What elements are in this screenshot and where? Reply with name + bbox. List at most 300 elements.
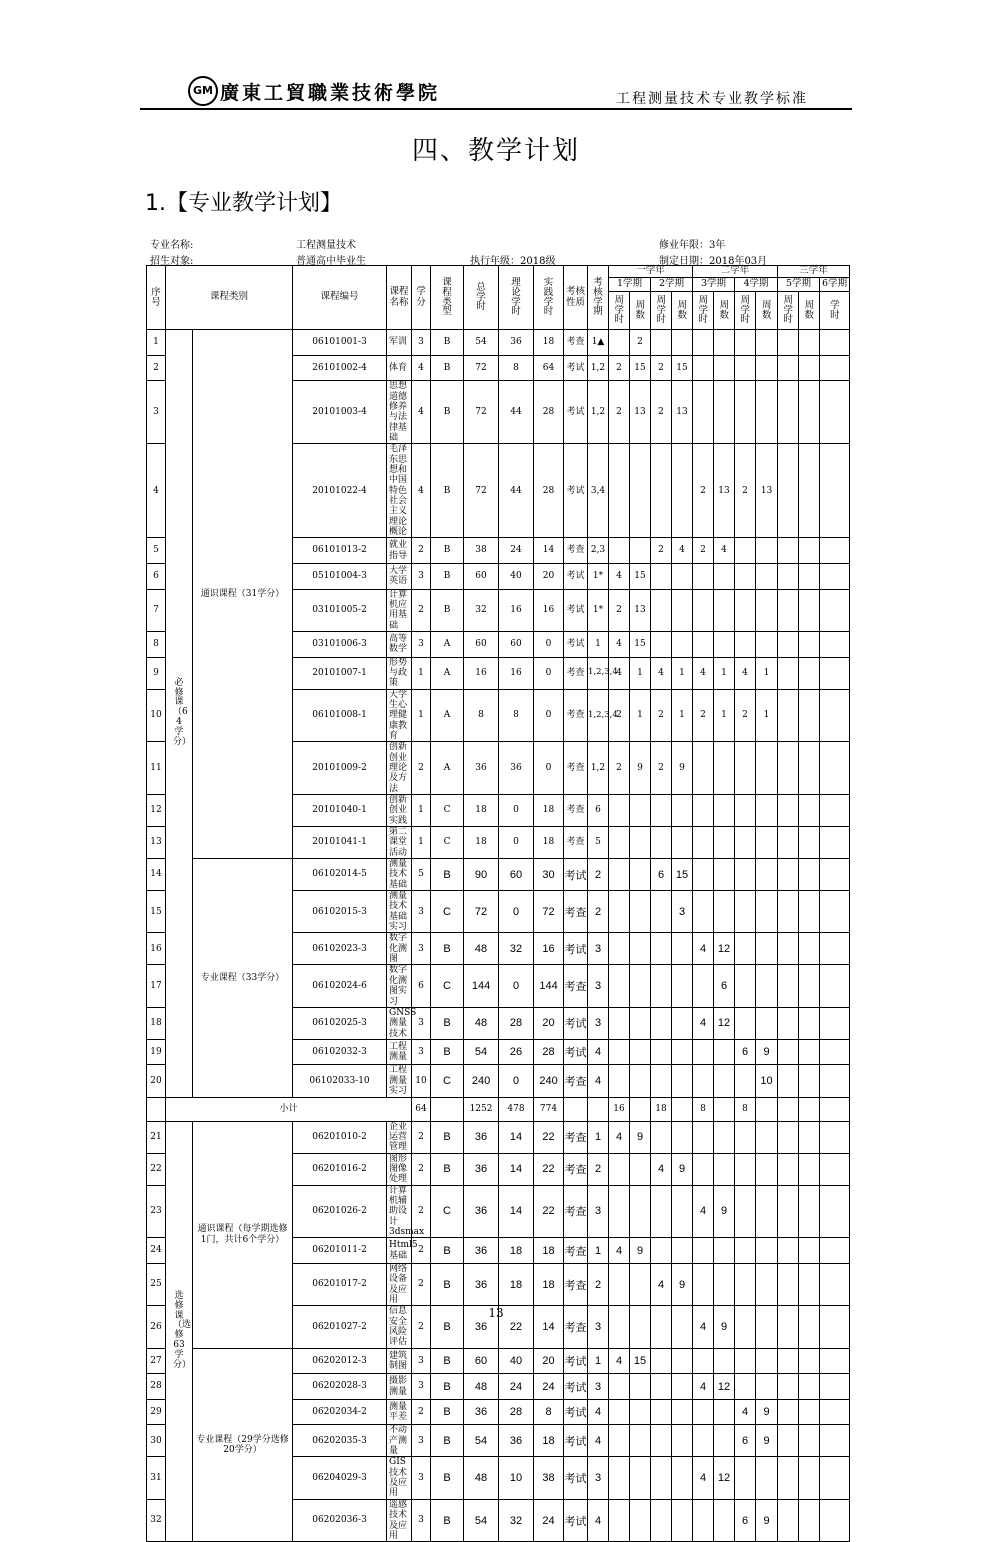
row-practice: 18 bbox=[534, 1263, 564, 1305]
row-term-cell bbox=[735, 589, 756, 631]
row-type: B bbox=[431, 1374, 464, 1400]
row-practice: 240 bbox=[534, 1065, 564, 1097]
row-term-cell bbox=[735, 742, 756, 795]
row-type: B bbox=[431, 355, 464, 381]
row-seq: 31 bbox=[147, 1457, 166, 1499]
row-term: 4 bbox=[588, 1065, 609, 1097]
row-credit: 4 bbox=[412, 444, 431, 538]
row-term-cell bbox=[714, 1153, 735, 1185]
row-course-name: 计算机应用基础 bbox=[387, 589, 412, 631]
row-term-cell bbox=[714, 381, 735, 444]
row-credit: 4 bbox=[412, 381, 431, 444]
row-course-code: 20101007-1 bbox=[293, 657, 387, 689]
subtotal-term-cell: 16 bbox=[609, 1097, 630, 1121]
row-term-cell bbox=[630, 1007, 651, 1039]
row-exam: 考查 bbox=[564, 827, 588, 859]
row-term-cell bbox=[820, 1263, 850, 1305]
plan-date: 制定日期：2018年03月 bbox=[659, 256, 768, 267]
row-term: 3 bbox=[588, 1374, 609, 1400]
row-term-cell bbox=[714, 1348, 735, 1374]
row-term-cell bbox=[756, 1348, 778, 1374]
sub-header-label: 周数 bbox=[719, 299, 730, 321]
row-term-cell bbox=[651, 1121, 672, 1153]
row-term-cell: 4 bbox=[651, 1263, 672, 1305]
row-term: 1 bbox=[588, 1238, 609, 1264]
row-term-cell bbox=[609, 1457, 630, 1499]
row-type: C bbox=[431, 1185, 464, 1238]
row-term-cell bbox=[820, 794, 850, 826]
row-total: 36 bbox=[464, 742, 499, 795]
row-term-cell bbox=[714, 1121, 735, 1153]
row-term-cell: 2 bbox=[735, 689, 756, 742]
row-course-name: 毛泽东思想和中国特色社会主义理论概论 bbox=[387, 444, 412, 538]
row-total: 72 bbox=[464, 444, 499, 538]
row-term-cell bbox=[756, 742, 778, 795]
subtotal-blank bbox=[147, 1097, 166, 1121]
row-course-name: 形势与政策 bbox=[387, 657, 412, 689]
row-term-cell bbox=[609, 1039, 630, 1065]
row-term-cell bbox=[778, 859, 799, 891]
row-term-cell bbox=[609, 1153, 630, 1185]
row-term-cell bbox=[651, 1399, 672, 1425]
row-term-cell bbox=[609, 859, 630, 891]
row-term-cell bbox=[693, 381, 714, 444]
row-practice: 18 bbox=[534, 1425, 564, 1457]
row-course-name: 不动产测量 bbox=[387, 1425, 412, 1457]
major-label: 专业名称: bbox=[150, 240, 194, 251]
row-term-cell: 4 bbox=[693, 1374, 714, 1400]
row-term-cell: 15 bbox=[630, 563, 651, 589]
row-course-name: 体育 bbox=[387, 355, 412, 381]
row-seq: 13 bbox=[147, 827, 166, 859]
row-theory: 8 bbox=[499, 355, 534, 381]
row-term: 1,2 bbox=[588, 355, 609, 381]
group-elective bbox=[166, 1121, 193, 1542]
col-type bbox=[431, 266, 464, 330]
row-total: 36 bbox=[464, 1399, 499, 1425]
row-term-cell bbox=[630, 444, 651, 538]
row-total: 240 bbox=[464, 1065, 499, 1097]
year-3: 三学年 bbox=[778, 266, 850, 278]
row-type: B bbox=[431, 1121, 464, 1153]
row-term-cell: 13 bbox=[672, 381, 693, 444]
row-seq: 32 bbox=[147, 1499, 166, 1541]
row-term-cell bbox=[693, 1121, 714, 1153]
row-credit: 3 bbox=[412, 1457, 431, 1499]
group-label: 通识课程（每学期选修1门，共计6个学分） bbox=[197, 1224, 288, 1245]
row-term: 1* bbox=[588, 589, 609, 631]
row-exam: 考查 bbox=[564, 689, 588, 742]
row-term: 3 bbox=[588, 1185, 609, 1238]
row-term-cell bbox=[820, 1007, 850, 1039]
row-total: 72 bbox=[464, 891, 499, 933]
row-term-cell bbox=[630, 794, 651, 826]
row-type: C bbox=[431, 1065, 464, 1097]
row-term-cell bbox=[820, 859, 850, 891]
row-term-cell bbox=[799, 657, 820, 689]
row-course-code: 06202034-2 bbox=[293, 1399, 387, 1425]
row-term-cell: 4 bbox=[672, 538, 693, 564]
col-seq bbox=[147, 266, 166, 330]
term-5: 5学期 bbox=[778, 278, 820, 292]
row-term-cell bbox=[778, 330, 799, 356]
row-type: B bbox=[431, 1348, 464, 1374]
row-theory: 36 bbox=[499, 1425, 534, 1457]
row-course-code: 05101004-3 bbox=[293, 563, 387, 589]
group-required bbox=[166, 330, 193, 1098]
row-course-code: 20101041-1 bbox=[293, 827, 387, 859]
row-practice: 20 bbox=[534, 1007, 564, 1039]
row-term: 2,3 bbox=[588, 538, 609, 564]
header-label: 总学时 bbox=[476, 281, 486, 313]
row-course-code: 06101001-3 bbox=[293, 330, 387, 356]
row-term: 4 bbox=[588, 1499, 609, 1541]
row-theory: 14 bbox=[499, 1153, 534, 1185]
subtotal-exam bbox=[564, 1097, 588, 1121]
row-credit: 2 bbox=[412, 1306, 431, 1348]
row-theory: 14 bbox=[499, 1121, 534, 1153]
row-term-cell bbox=[735, 330, 756, 356]
row-total: 32 bbox=[464, 589, 499, 631]
row-term-cell: 9 bbox=[630, 1121, 651, 1153]
row-term-cell bbox=[714, 631, 735, 657]
row-type: B bbox=[431, 1263, 464, 1305]
row-term-cell bbox=[756, 1185, 778, 1238]
term-1: 1学期 bbox=[609, 278, 651, 292]
row-course-name: 测量平差 bbox=[387, 1399, 412, 1425]
row-term-cell bbox=[651, 589, 672, 631]
row-term-cell bbox=[672, 1065, 693, 1097]
row-term-cell bbox=[778, 1153, 799, 1185]
row-practice: 14 bbox=[534, 1306, 564, 1348]
row-term-cell bbox=[778, 742, 799, 795]
row-term-cell bbox=[651, 1039, 672, 1065]
row-theory: 40 bbox=[499, 1348, 534, 1374]
row-term-cell bbox=[693, 1238, 714, 1264]
row-course-code: 06102025-3 bbox=[293, 1007, 387, 1039]
row-credit: 1 bbox=[412, 794, 431, 826]
sub-header-label: 周学时 bbox=[656, 294, 667, 326]
row-term-cell: 9 bbox=[630, 742, 651, 795]
row-exam: 考试 bbox=[564, 444, 588, 538]
row-term-cell bbox=[799, 563, 820, 589]
row-credit: 3 bbox=[412, 1007, 431, 1039]
row-credit: 5 bbox=[412, 859, 431, 891]
row-term-cell bbox=[778, 355, 799, 381]
row-term-cell bbox=[799, 742, 820, 795]
row-term-cell bbox=[714, 330, 735, 356]
row-term-cell bbox=[651, 563, 672, 589]
row-term-cell bbox=[778, 1425, 799, 1457]
row-term-cell: 2 bbox=[651, 742, 672, 795]
row-type: A bbox=[431, 742, 464, 795]
row-term-cell bbox=[693, 563, 714, 589]
row-total: 36 bbox=[464, 1121, 499, 1153]
row-term-cell: 3 bbox=[672, 891, 693, 933]
row-type: C bbox=[431, 827, 464, 859]
row-term-cell bbox=[714, 589, 735, 631]
row-term-cell bbox=[714, 1065, 735, 1097]
table-row bbox=[147, 859, 850, 891]
row-term-cell: 2 bbox=[651, 355, 672, 381]
row-term-cell bbox=[609, 891, 630, 933]
row-term-cell: 4 bbox=[735, 1399, 756, 1425]
row-practice: 38 bbox=[534, 1457, 564, 1499]
sub-header-label: 周数 bbox=[762, 299, 772, 321]
row-term-cell: 4 bbox=[609, 631, 630, 657]
row-total: 16 bbox=[464, 657, 499, 689]
row-term-cell bbox=[651, 1185, 672, 1238]
row-term-cell bbox=[693, 1153, 714, 1185]
col-theory bbox=[499, 266, 534, 330]
row-seq: 27 bbox=[147, 1348, 166, 1374]
row-term-cell bbox=[778, 563, 799, 589]
row-term: 2 bbox=[588, 891, 609, 933]
row-course-code: 03101005-2 bbox=[293, 589, 387, 631]
row-term-cell: 4 bbox=[651, 657, 672, 689]
row-term-cell: 4 bbox=[693, 657, 714, 689]
row-theory: 24 bbox=[499, 538, 534, 564]
row-term-cell: 6 bbox=[735, 1499, 756, 1541]
col-weekly-hours bbox=[651, 292, 672, 330]
row-term-cell bbox=[693, 1399, 714, 1425]
row-credit: 3 bbox=[412, 1374, 431, 1400]
row-term-cell: 4 bbox=[693, 1306, 714, 1348]
row-term-cell bbox=[693, 631, 714, 657]
row-course-code: 06102023-3 bbox=[293, 933, 387, 965]
row-term-cell bbox=[693, 1425, 714, 1457]
row-theory: 44 bbox=[499, 381, 534, 444]
row-type: B bbox=[431, 330, 464, 356]
row-credit: 3 bbox=[412, 1348, 431, 1374]
row-exam: 考试 bbox=[564, 1348, 588, 1374]
row-term-cell bbox=[714, 1263, 735, 1305]
row-term-cell bbox=[672, 827, 693, 859]
row-term-cell bbox=[672, 1457, 693, 1499]
row-exam: 考试 bbox=[564, 381, 588, 444]
row-credit: 3 bbox=[412, 631, 431, 657]
row-course-name: 创新创业实践 bbox=[387, 794, 412, 826]
term-3: 3学期 bbox=[693, 278, 735, 292]
row-term-cell: 6 bbox=[651, 859, 672, 891]
row-term-cell bbox=[820, 1457, 850, 1499]
row-total: 48 bbox=[464, 933, 499, 965]
row-term-cell bbox=[735, 794, 756, 826]
row-term-cell bbox=[778, 1457, 799, 1499]
row-term-cell bbox=[820, 827, 850, 859]
row-practice: 22 bbox=[534, 1121, 564, 1153]
row-theory: 32 bbox=[499, 933, 534, 965]
row-term-cell bbox=[756, 589, 778, 631]
term-2: 2学期 bbox=[651, 278, 693, 292]
col-name: 课程名称 bbox=[387, 266, 412, 330]
row-course-code: 06201017-2 bbox=[293, 1263, 387, 1305]
row-total: 72 bbox=[464, 381, 499, 444]
school-name: 廣東工貿職業技術學院 bbox=[220, 82, 441, 104]
row-theory: 18 bbox=[499, 1263, 534, 1305]
page-number: 13 bbox=[488, 1306, 504, 1320]
row-term-cell bbox=[735, 1238, 756, 1264]
row-term-cell: 4 bbox=[735, 657, 756, 689]
row-term-cell bbox=[630, 1153, 651, 1185]
row-practice: 0 bbox=[534, 689, 564, 742]
row-term-cell bbox=[630, 538, 651, 564]
subtotal-term-cell: 18 bbox=[651, 1097, 672, 1121]
row-term-cell bbox=[714, 1499, 735, 1541]
row-term-cell: 4 bbox=[651, 1153, 672, 1185]
row-term-cell: 4 bbox=[693, 933, 714, 965]
row-term-cell bbox=[735, 538, 756, 564]
row-exam: 考查 bbox=[564, 794, 588, 826]
row-course-name: 工程测量 bbox=[387, 1039, 412, 1065]
row-type: B bbox=[431, 1499, 464, 1541]
row-course-name: 军训 bbox=[387, 330, 412, 356]
row-term-cell: 2 bbox=[609, 589, 630, 631]
row-exam: 考试 bbox=[564, 563, 588, 589]
row-term-cell: 2 bbox=[735, 444, 756, 538]
row-exam: 考试 bbox=[564, 859, 588, 891]
row-term-cell bbox=[778, 631, 799, 657]
subtotal-term-cell bbox=[714, 1097, 735, 1121]
subtotal-term-cell bbox=[820, 1097, 850, 1121]
row-term-cell bbox=[820, 589, 850, 631]
row-term-cell bbox=[820, 1121, 850, 1153]
header-label: 序号 bbox=[151, 286, 161, 308]
row-exam: 考查 bbox=[564, 1185, 588, 1238]
row-type: A bbox=[431, 689, 464, 742]
row-term-cell bbox=[672, 1039, 693, 1065]
row-total: 60 bbox=[464, 563, 499, 589]
row-term-cell bbox=[820, 1185, 850, 1238]
row-term-cell bbox=[672, 444, 693, 538]
row-course-code: 06201010-2 bbox=[293, 1121, 387, 1153]
row-term-cell: 2 bbox=[693, 538, 714, 564]
row-seq: 4 bbox=[147, 444, 166, 538]
row-course-name: 企业运营管理 bbox=[387, 1121, 412, 1153]
row-type: A bbox=[431, 631, 464, 657]
row-term-cell bbox=[693, 1499, 714, 1541]
row-term-cell bbox=[609, 1425, 630, 1457]
row-course-name: 大学生心理健康教育 bbox=[387, 689, 412, 742]
row-credit: 3 bbox=[412, 1425, 431, 1457]
row-term-cell bbox=[735, 1065, 756, 1097]
row-term-cell: 1 bbox=[630, 689, 651, 742]
row-term-cell bbox=[799, 631, 820, 657]
row-term-cell bbox=[651, 631, 672, 657]
row-term-cell bbox=[609, 444, 630, 538]
row-credit: 4 bbox=[412, 355, 431, 381]
row-total: 60 bbox=[464, 1348, 499, 1374]
row-theory: 36 bbox=[499, 330, 534, 356]
row-exam: 考试 bbox=[564, 1039, 588, 1065]
row-total: 36 bbox=[464, 1263, 499, 1305]
row-term-cell bbox=[778, 827, 799, 859]
row-term-cell bbox=[756, 1121, 778, 1153]
row-term-cell bbox=[714, 563, 735, 589]
header-label: 考核学期 bbox=[593, 276, 603, 318]
sub-header-label: 学时 bbox=[830, 299, 840, 321]
row-term: 4 bbox=[588, 1425, 609, 1457]
header-label: 理论学时 bbox=[511, 276, 521, 318]
row-total: 18 bbox=[464, 794, 499, 826]
row-term-cell bbox=[778, 891, 799, 933]
row-term-cell bbox=[735, 1457, 756, 1499]
row-term-cell bbox=[630, 1065, 651, 1097]
row-term-cell: 13 bbox=[714, 444, 735, 538]
row-course-name: GNSS测量技术 bbox=[387, 1007, 412, 1039]
row-total: 36 bbox=[464, 1306, 499, 1348]
row-term-cell bbox=[778, 589, 799, 631]
row-course-code: 06102024-6 bbox=[293, 965, 387, 1007]
row-practice: 22 bbox=[534, 1153, 564, 1185]
study-years: 修业年限：3年 bbox=[659, 240, 726, 251]
row-term-cell: 12 bbox=[714, 1457, 735, 1499]
row-term-cell bbox=[778, 1348, 799, 1374]
row-course-code: 06101013-2 bbox=[293, 538, 387, 564]
row-term-cell bbox=[756, 330, 778, 356]
row-term-cell bbox=[651, 1499, 672, 1541]
row-course-name: Html5基础 bbox=[387, 1238, 412, 1264]
row-total: 36 bbox=[464, 1238, 499, 1264]
row-term-cell bbox=[672, 631, 693, 657]
row-seq: 25 bbox=[147, 1263, 166, 1305]
row-seq: 8 bbox=[147, 631, 166, 657]
row-exam: 考试 bbox=[564, 933, 588, 965]
page-header bbox=[140, 72, 852, 110]
row-total: 54 bbox=[464, 330, 499, 356]
row-term-cell bbox=[651, 794, 672, 826]
col-code: 课程编号 bbox=[293, 266, 387, 330]
row-term-cell bbox=[630, 1457, 651, 1499]
row-seq: 7 bbox=[147, 589, 166, 631]
row-term-cell bbox=[756, 1374, 778, 1400]
row-term-cell bbox=[651, 444, 672, 538]
row-theory: 40 bbox=[499, 563, 534, 589]
subtotal-term-cell bbox=[672, 1097, 693, 1121]
row-seq: 15 bbox=[147, 891, 166, 933]
row-term-cell bbox=[630, 1263, 651, 1305]
row-term-cell bbox=[820, 1374, 850, 1400]
row-term-cell: 15 bbox=[672, 355, 693, 381]
row-term-cell: 4 bbox=[609, 1348, 630, 1374]
row-course-code: 20101040-1 bbox=[293, 794, 387, 826]
row-term-cell bbox=[735, 563, 756, 589]
group-label: 必修课（64学分） bbox=[173, 677, 192, 747]
row-practice: 14 bbox=[534, 538, 564, 564]
row-seq: 5 bbox=[147, 538, 166, 564]
row-term-cell bbox=[820, 965, 850, 1007]
row-term-cell bbox=[651, 965, 672, 1007]
row-theory: 36 bbox=[499, 742, 534, 795]
row-term-cell bbox=[672, 933, 693, 965]
row-term-cell bbox=[672, 1185, 693, 1238]
row-term-cell bbox=[714, 1039, 735, 1065]
row-term-cell bbox=[714, 355, 735, 381]
row-term-cell bbox=[799, 891, 820, 933]
subtotal-term bbox=[588, 1097, 609, 1121]
row-credit: 3 bbox=[412, 891, 431, 933]
row-credit: 1 bbox=[412, 689, 431, 742]
row-course-code: 06201016-2 bbox=[293, 1153, 387, 1185]
row-total: 60 bbox=[464, 631, 499, 657]
row-term-cell bbox=[630, 1374, 651, 1400]
row-theory: 0 bbox=[499, 827, 534, 859]
row-term-cell bbox=[735, 859, 756, 891]
row-term-cell bbox=[693, 827, 714, 859]
row-term-cell bbox=[778, 1238, 799, 1264]
row-course-name: 建筑制图 bbox=[387, 1348, 412, 1374]
row-term-cell bbox=[799, 1153, 820, 1185]
